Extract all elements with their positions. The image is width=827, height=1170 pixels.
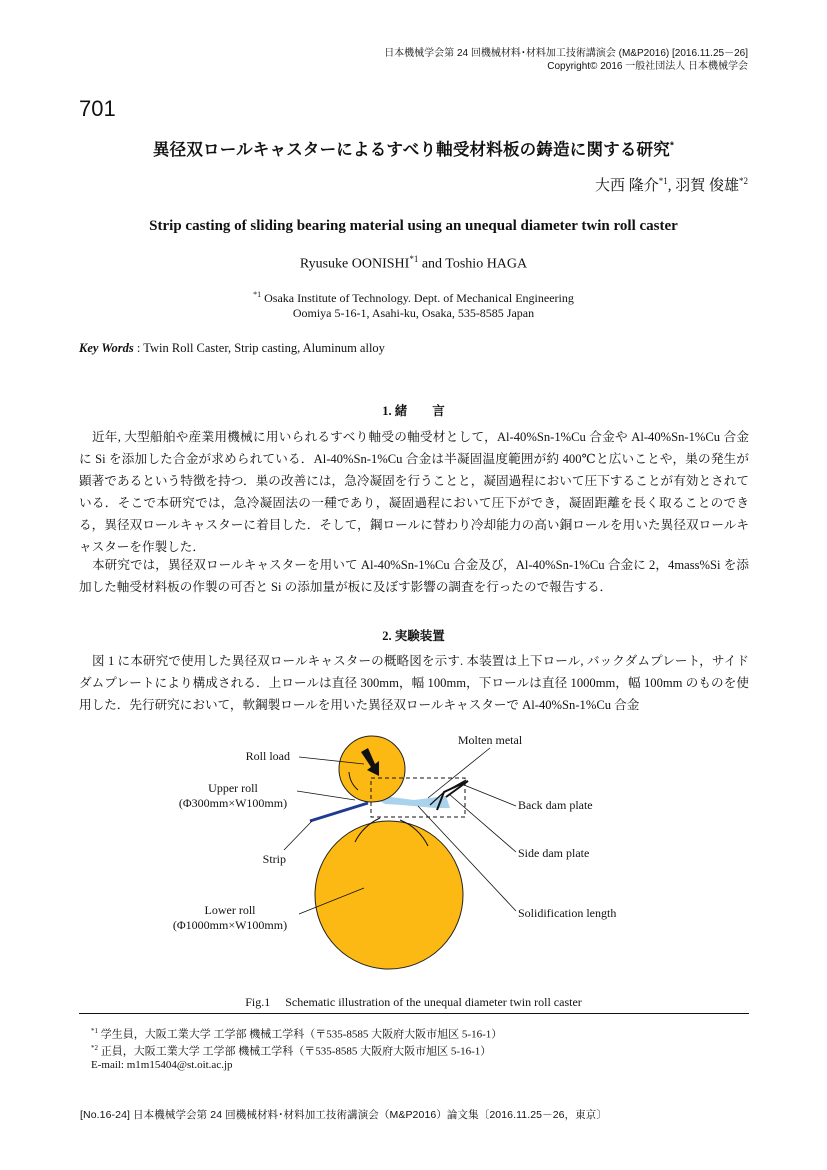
- label-molten-metal: Molten metal: [457, 733, 523, 747]
- title-japanese-text: 異径双ロールキャスターによるすべり軸受材料板の鋳造に関する研究: [152, 141, 670, 159]
- footnote-1-text: 学生員，大阪工業大学 工学部 機械工学科（〒535-8585 大阪府大阪市旭区 5-16-1）: [100, 1028, 503, 1041]
- keywords-text: Twin Roll Caster, Strip casting, Aluminum alloy: [143, 341, 385, 355]
- keywords-label: Key Words: [79, 341, 134, 355]
- keywords-sep: :: [133, 341, 144, 355]
- keywords: [79, 341, 385, 356]
- leader-side-dam: [449, 794, 516, 852]
- footnote-divider: [79, 1013, 749, 1014]
- label-lower-roll: Lower roll: [204, 903, 256, 917]
- running-header: [384, 47, 748, 73]
- author2-ja: 羽賀 俊雄: [675, 178, 739, 194]
- label-upper-roll: Upper roll: [208, 781, 258, 795]
- header-copyright: Copyright© 2016 一般社団法人 日本機械学会: [547, 61, 748, 72]
- label-solidification-length: Solidification length: [518, 906, 617, 920]
- page-footer: [No.16-24] 日本機械学会第 24 回機械材料･材料加工技術講演会（M&P2016）論文集〔2016.11.25－26，東京〕: [80, 1109, 607, 1121]
- figure-twin-roll-caster: [160, 728, 660, 998]
- intro-paragraph-2: 本研究では，異径双ロールキャスターを用いて Al-40%Sn-1%Cu 合金及び，Al-40%Sn-1%Cu 合金に 2，4mass%Si を添加した軸受材料板の作製の可否と Si の添加量が板に及ぼす影響の調査を行ったので報告する．: [79, 558, 749, 594]
- strip-shape: [310, 803, 368, 821]
- affiliation-line2: Oomiya 5-16-1, Asahi-ku, Osaka, 535-8585 Japan: [292, 306, 535, 320]
- label-upper-roll-dim: (Φ300mm×W100mm): [178, 796, 288, 810]
- leader-molten-metal: [428, 748, 490, 798]
- leader-strip: [284, 821, 312, 850]
- apparatus-paragraph-1: 図 1 に本研究で使用した異径双ロールキャスターの概略図を示す. 本装置は上下ロール, バックダムプレート，サイドダムプレートにより構成される．上ロールは直径 300mm，幅 100mm，下ロールは直径 1000mm，幅 100mm のものを使用した．先行研究において，軟鋼製ロールを用いた異径双ロールキャスターで Al-40%Sn-1%Cu 合金: [79, 654, 749, 712]
- title-mark: *: [669, 140, 675, 152]
- leader-back-dam: [464, 785, 516, 806]
- section-heading-apparatus: 2. 実験装置: [382, 629, 445, 643]
- authors-en-rest: and Toshio HAGA: [418, 256, 528, 272]
- footnote-email: E-mail: m1m15404@st.oit.ac.jp: [91, 1059, 233, 1071]
- label-back-dam-plate: Back dam plate: [518, 798, 593, 812]
- figure-caption: Fig.1 Schematic illustration of the unequal diameter twin roll caster: [245, 995, 582, 1009]
- title-japanese: [0, 136, 827, 160]
- author1-en: Ryusuke OONISHI: [299, 256, 410, 272]
- affiliation-mark: *1: [253, 290, 262, 299]
- author1-ja: 大西 隆介: [594, 178, 659, 194]
- paper-number: 701: [79, 96, 116, 121]
- affiliation-line1: [0, 290, 827, 306]
- leader-upper-roll: [297, 791, 355, 800]
- lower-roll-shape: [315, 821, 463, 969]
- authors-english: [0, 254, 827, 273]
- title-english: Strip casting of sliding bearing material using an unequal diameter twin roll caster: [149, 218, 678, 234]
- footnote-2-mark: *2: [91, 1044, 98, 1052]
- author1-ja-mark: *1: [658, 176, 668, 186]
- header-conference: 日本機械学会第 24 回機械材料･材料加工技術講演会 (M&P2016) [2016.11.25－26]: [384, 48, 748, 59]
- intro-paragraph-1: 近年, 大型船舶や産業用機械に用いられるすべり軸受の軸受材として，Al-40%Sn-1%Cu 合金や Al-40%Sn-1%Cu 合金に Si を添加した合金が求められている．Al-40%Sn-1%Cu 合金は半凝固温度範囲が約 400℃と広いことや，巣の発生が顕著であるという特徴を持つ．巣の改善には，急冷凝固を行うことと，凝固過程において圧下することが有効とされている．そこで本研究では，急冷凝固法の一種であり，凝固過程において圧下ができ，凝固距離を長く取ることのできる，異径双ロールキャスターに着目した．そして，鋼ロールに替わり冷却能力の高い銅ロールを用いた異径双ロールキャスターを作製した．: [79, 430, 749, 554]
- authors-japanese: [595, 174, 748, 195]
- label-lower-roll-dim: (Φ1000mm×W100mm): [172, 918, 288, 932]
- affiliation-text1: Osaka Institute of Technology. Dept. of Mechanical Engineering: [264, 291, 574, 305]
- author-separator: ,: [667, 178, 672, 194]
- section-heading-introduction: 1. 緒 言: [382, 404, 445, 418]
- footnote-1-mark: *1: [91, 1027, 98, 1035]
- label-side-dam-plate: Side dam plate: [518, 846, 590, 860]
- footnote-2-text: 正員，大阪工業大学 工学部 機械工学科（〒535-8585 大阪府大阪市旭区 5-16-1）: [100, 1045, 492, 1058]
- author1-en-mark: *1: [409, 254, 419, 264]
- author2-ja-mark: *2: [739, 176, 748, 186]
- label-strip: Strip: [262, 852, 286, 866]
- label-roll-load: Roll load: [245, 749, 290, 763]
